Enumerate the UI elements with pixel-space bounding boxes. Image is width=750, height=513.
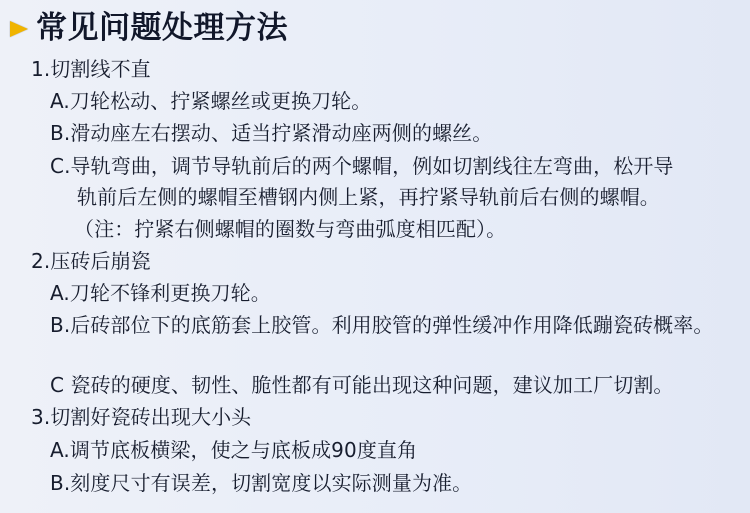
section-2-item-c: C 瓷砖的硬度、韧性、脆性都有可能出现这种问题，建议加工厂切割。 — [50, 373, 674, 397]
section-2-item-b: B.后砖部位下的底筋套上胶管。利用胶管的弹性缓冲作用降低蹦瓷砖概率。 — [50, 313, 714, 337]
section-2-item-a: A.刀轮不锋利更换刀轮。 — [50, 281, 271, 305]
page-title: 常见问题处理方法 — [36, 9, 288, 46]
section-heading-3: 3.切割好瓷砖出现大小头 — [31, 405, 252, 429]
section-1-item-c: C.导轨弯曲，调节导轨前后的两个螺帽，例如切割线往左弯曲，松开导 — [50, 154, 674, 178]
section-1-item-c-continuation: 轨前后左侧的螺帽至槽钢内侧上紧，再拧紧导轨前后右侧的螺帽。 — [77, 185, 660, 209]
title-row — [10, 8, 288, 48]
section-heading-2: 2.压砖后崩瓷 — [31, 249, 151, 273]
section-heading-1: 1.切割线不直 — [31, 57, 151, 81]
yellow-arrow-icon — [10, 21, 28, 37]
section-1-item-a: A.刀轮松动、拧紧螺丝或更换刀轮。 — [50, 89, 372, 113]
section-1-item-b: B.滑动座左右摆动、适当拧紧滑动座两侧的螺丝。 — [50, 121, 493, 145]
section-3-item-b: B.刻度尺寸有误差，切割宽度以实际测量为准。 — [50, 471, 473, 495]
section-3-item-a: A.调节底板横梁，使之与底板成90度直角 — [50, 438, 418, 462]
section-1-note: （注：拧紧右侧螺帽的圈数与弯曲弧度相匹配）。 — [74, 217, 507, 241]
